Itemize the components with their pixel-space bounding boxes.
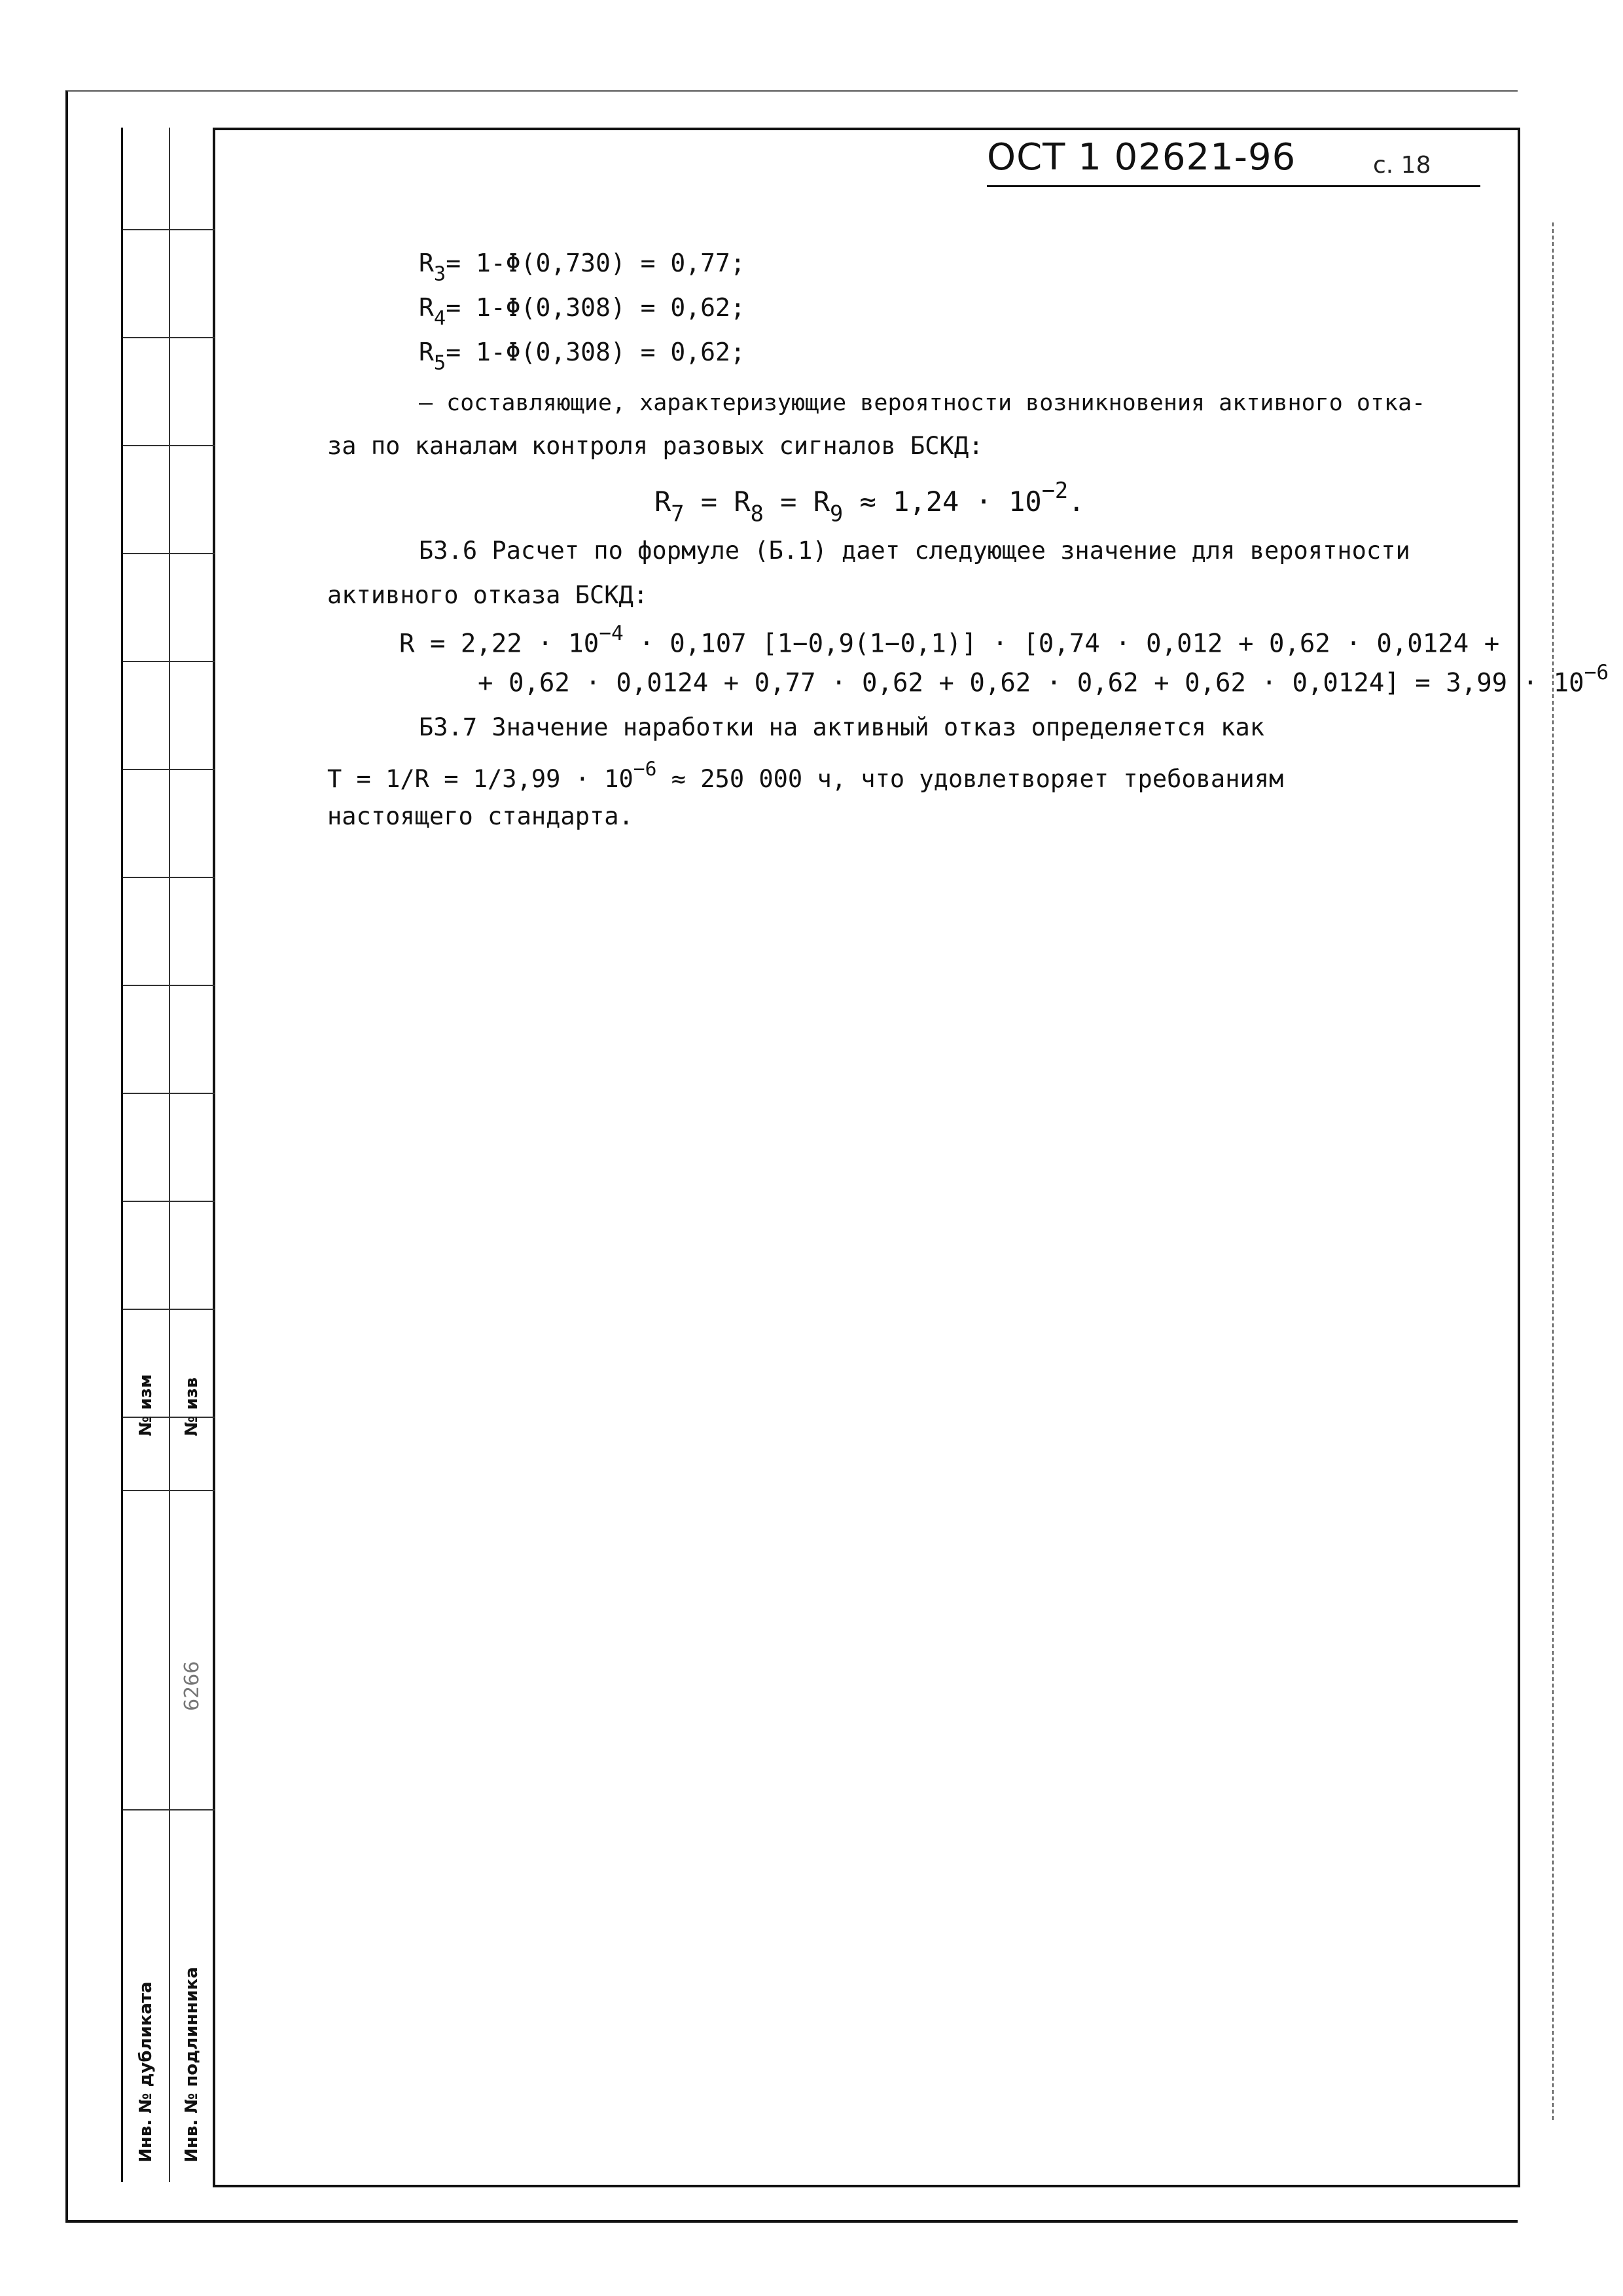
eq-symbol: R	[734, 486, 751, 518]
eq-end: .	[1068, 486, 1085, 518]
eq-subscript: 7	[671, 501, 685, 527]
eq-lhs: R = 2,22 · 10	[399, 629, 599, 659]
strip-cell-line	[123, 1490, 215, 1491]
components-paragraph-line-2: за по каналам контроля разовых сигналов БСКД:	[327, 432, 984, 460]
dubl-label: Инв. № дубликата	[136, 1981, 156, 2163]
equation-t	[327, 758, 1283, 793]
eq-symbol: R	[419, 249, 434, 277]
eq-symbol: R	[419, 338, 434, 366]
strip-cell-line	[123, 445, 215, 446]
izv-label: № изв	[182, 1377, 202, 1436]
strip-cell-line	[123, 661, 215, 662]
strip-divider	[169, 128, 170, 2182]
eq-rhs: = 1-Φ(0,308) = 0,62;	[446, 338, 745, 366]
equation-r3	[419, 249, 745, 286]
eq-rhs: ≈ 250 000 ч, что удовлетворяет требованиям	[656, 764, 1284, 793]
margin-stamp-strip	[121, 128, 215, 2182]
eq-rhs: = 1-Φ(0,308) = 0,62;	[446, 293, 745, 322]
strip-cell-line	[123, 1809, 215, 1810]
equation-r5	[419, 338, 745, 375]
eq-subscript: 3	[433, 262, 446, 286]
eq-exponent: −2	[1041, 478, 1069, 503]
eq-rhs: ≈ 1,24 · 10	[843, 486, 1042, 518]
eq-symbol: R	[654, 486, 671, 518]
eq-rhs: = 1-Φ(0,730) = 0,77;	[446, 249, 745, 277]
equation-r7-r8-r9	[654, 478, 1084, 526]
eq-exponent: −6	[1584, 661, 1609, 684]
eq-subscript: 9	[830, 501, 844, 527]
components-paragraph-line-1: – составляющие, характеризующие вероятности возникновения активного отка-	[419, 390, 1426, 416]
document-code: ОСТ 1 02621-96	[987, 136, 1296, 179]
strip-cell-line	[123, 769, 215, 770]
eq-exponent: −4	[599, 622, 624, 645]
podl-label: Инв. № подлинника	[182, 1967, 202, 2163]
b36-paragraph-line-2: активного отказа БСКД:	[327, 581, 649, 609]
eq-subscript: 8	[750, 501, 764, 527]
strip-cell-line	[123, 337, 215, 338]
b37-paragraph-line-3: настоящего стандарта.	[327, 802, 633, 830]
eq-operator: =	[684, 486, 734, 518]
strip-cell-line	[123, 985, 215, 986]
strip-cell-line	[123, 1201, 215, 1202]
eq-operator: =	[763, 486, 813, 518]
equation-r-line-2	[478, 661, 1609, 698]
eq-rhs: · 0,107 [1−0,9(1−0,1)] · [0,74 · 0,012 + 0,62 · 0,0124 +	[623, 629, 1500, 659]
page-number: с. 18	[1373, 152, 1431, 179]
inventory-number: 6266	[181, 1661, 204, 1711]
strip-cell-line	[123, 553, 215, 554]
eq-symbol: R	[813, 486, 830, 518]
strip-cell-line	[123, 1093, 215, 1094]
b36-paragraph-line-1: Б3.6 Расчет по формуле (Б.1) дает следующее значение для вероятности	[419, 537, 1410, 565]
eq-subscript: 5	[433, 351, 446, 375]
eq-rhs: + 0,62 · 0,0124 + 0,77 · 0,62 + 0,62 · 0,62 + 0,62 · 0,0124] = 3,99 · 10	[478, 668, 1584, 698]
equation-r-line-1	[399, 622, 1499, 659]
b37-paragraph-line-1: Б3.7 Значение наработки на активный отказ определяется как	[419, 713, 1265, 741]
eq-subscript: 4	[433, 307, 446, 330]
header-underline	[987, 185, 1480, 187]
eq-symbol: R	[419, 293, 434, 322]
eq-lhs: T = 1/R = 1/3,99 · 10	[327, 764, 633, 793]
strip-cell-line	[123, 1309, 215, 1310]
equation-r4	[419, 293, 745, 330]
strip-cell-line	[123, 877, 215, 878]
eq-exponent: −6	[633, 758, 657, 780]
izm-label: № изм	[136, 1374, 156, 1436]
scan-edge-mark	[1552, 222, 1554, 2120]
strip-cell-line	[123, 229, 215, 230]
